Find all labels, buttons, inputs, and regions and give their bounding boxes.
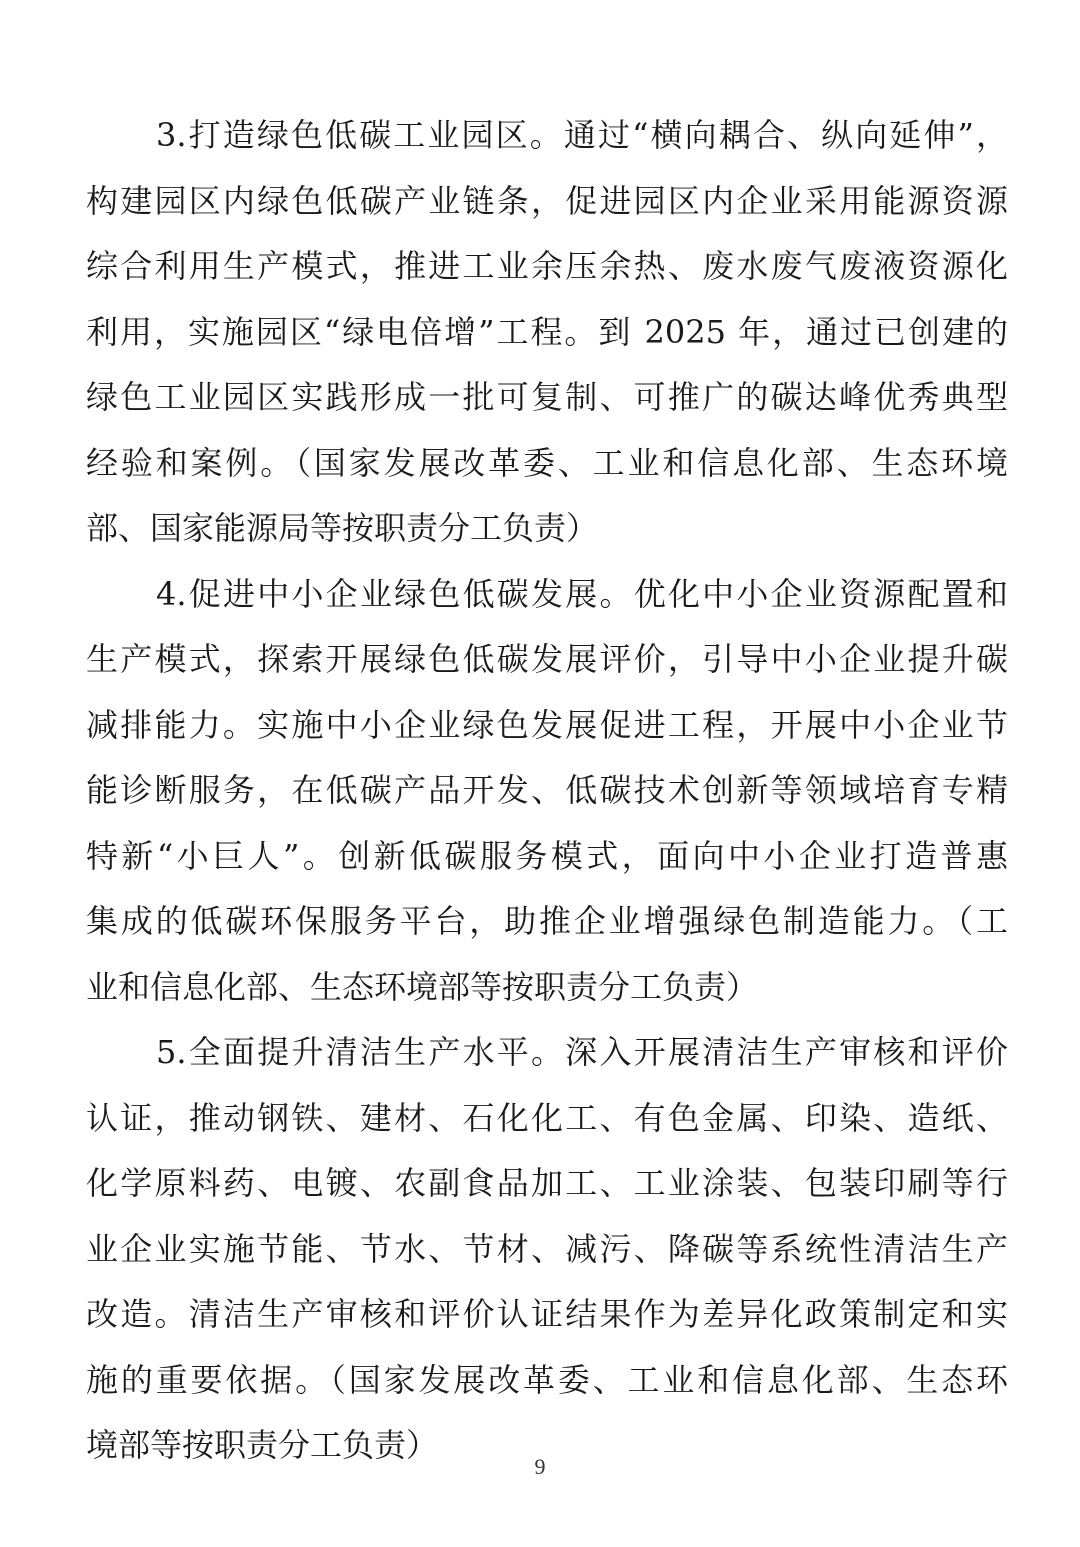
text-line: 绿色工业园区实践形成一批可复制、可推广的碳达峰优秀典型 [86,378,1008,416]
text-line: 减排能力。实施中小企业绿色发展促进工程，开展中小企业节 [86,705,1008,744]
text-line: 构建园区内绿色低碳产业链条，促进园区内企业采用能源资源 [86,181,1008,220]
text-line: 境部等按职责分工负责） [86,1426,439,1464]
text-line: 集成的低碳环保服务平台，助推企业增强绿色制造能力。（工 [86,902,1008,940]
text-line: 能诊断服务，在低碳产品开发、低碳技术创新等领域培育专精 [86,771,1008,809]
text-line: 认证，推动钢铁、建材、石化化工、有色金属、印染、造纸、 [86,1098,1008,1137]
document-body [86,103,1008,1479]
text-line: 特新“小巨人”。创新低碳服务模式，面向中小企业打造普惠 [86,836,1008,875]
paragraph-sme-green-development [86,562,1008,1021]
text-line: 施的重要依据。（国家发展改革委、工业和信息化部、生态环 [86,1360,1008,1399]
text-line: 部、国家能源局等按职责分工负责） [86,509,599,547]
text-line: 5.全面提升清洁生产水平。深入开展清洁生产审核和评价 [156,1033,1008,1071]
text-line: 生产模式，探索开展绿色低碳发展评价，引导中小企业提升碳 [86,640,1008,678]
text-line: 改造。清洁生产审核和评价认证结果作为差异化政策制定和实 [86,1295,1008,1333]
text-line: 利用，实施园区“绿电倍增”工程。到 2025 年，通过已创建的 [86,312,1008,351]
text-line: 4.促进中小企业绿色低碳发展。优化中小企业资源配置和 [156,574,1008,613]
paragraph-clean-production [86,1020,1008,1479]
text-line: 3.打造绿色低碳工业园区。通过“横向耦合、纵向延伸”， [156,116,1008,154]
text-line: 经验和案例。（国家发展改革委、工业和信息化部、生态环境 [86,443,1008,482]
page-number: 9 [534,1454,546,1479]
text-line: 业和信息化部、生态环境部等按职责分工负责） [86,967,759,1006]
paragraph-green-industrial-parks [86,103,1008,562]
text-line: 综合利用生产模式，推进工业余压余热、废水废气废液资源化 [86,247,1008,285]
text-line: 业企业实施节能、节水、节材、减污、降碳等系统性清洁生产 [86,1229,1008,1268]
text-line: 化学原料药、电镀、农副食品加工、工业涂装、包装印刷等行 [86,1164,1008,1202]
